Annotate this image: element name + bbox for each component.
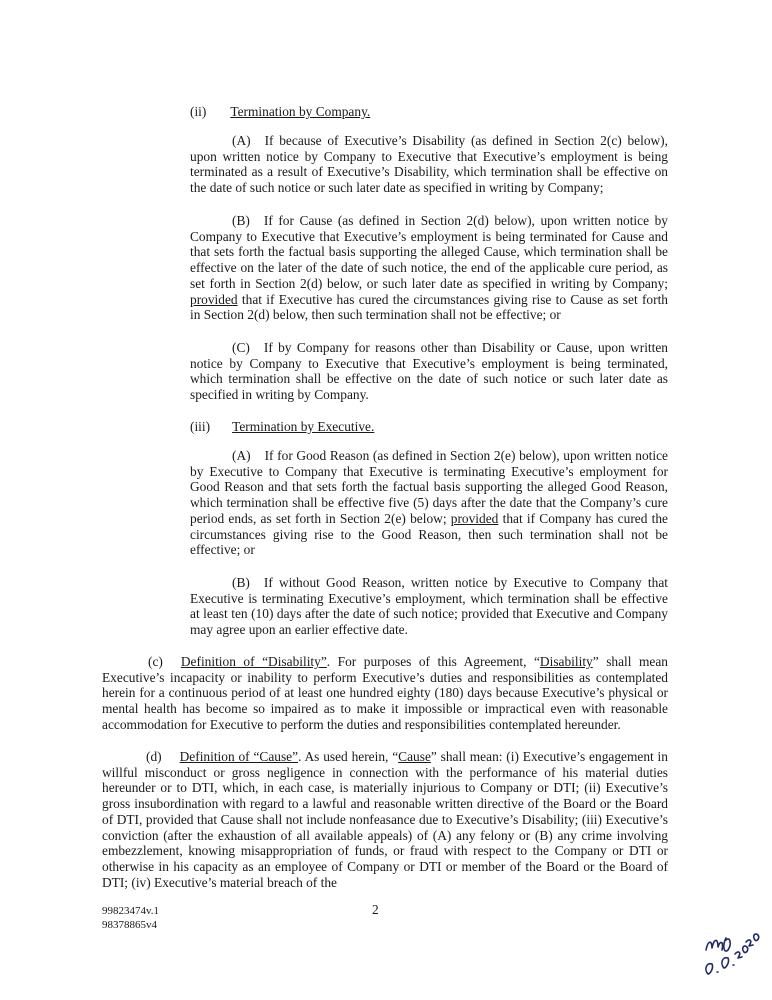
- clause-label: (c): [148, 654, 163, 669]
- paragraph-iii-a: [190, 448, 668, 558]
- clause-text: . For purposes of this Agreement, “: [326, 654, 540, 669]
- section-title: Termination by Company.: [230, 104, 371, 119]
- page-number: 2: [372, 902, 379, 917]
- section-number: (iii): [190, 419, 211, 434]
- clause-text: . As used herein, “: [298, 749, 399, 764]
- date-stroke-6: [706, 964, 713, 974]
- section-title: Termination by Executive.: [232, 419, 375, 434]
- handwritten-initials-date: [688, 910, 768, 990]
- clause-text: If for Good Reason (as defined in Section 2(e) below), upon written notice by Executive to Company that Executive is terminating Executive’s employment for Good Reason and that sets forth the factual basis supporting the alleged Good Reason, which termination shall be effective five (5) days after the date that the Company’s cure period ends, as set forth in Section 2(e) below;: [190, 448, 668, 526]
- clause-label: (B): [232, 213, 250, 228]
- definition-title: Definition of “Cause”: [179, 749, 299, 764]
- doc-id-primary: 99823474v.1: [102, 905, 160, 917]
- provided-term: provided: [190, 291, 238, 307]
- clause-text-continued: ” shall mean: (i) Executive’s engagement in willful misconduct or gross negligence in connection with the performance of his material duties hereunder or to DTI, which, in each case, is materially injurious to Company or DTI; (ii) Executive’s gross insubordination with regard to a lawful and reasonable written directive of the Board or the Board of DTI, provided that Cause shall not include nonfeasance due to Executive’s Disability; (iii) Executive’s conviction (after the exhaustion of all available appeals) of (A) any felony or (B) any crime involving embezzlement, knowing misappropriation of funds, or fraud with respect to the Company or DTI or otherwise in his capacity as an employee of Company or DTI or member of the Board or the Board of DTI; (iv) Executive’s material breach of the: [102, 749, 668, 890]
- date-stroke-6b: [722, 958, 729, 968]
- paragraph-ii-c: [190, 340, 668, 403]
- date-stroke-0b: [754, 934, 759, 941]
- initials-stroke-2: [724, 938, 730, 951]
- defined-term: Disability: [539, 654, 593, 669]
- clause-label: (B): [232, 575, 250, 590]
- clause-text-continued: that if Executive has cured the circumstances giving rise to Cause as set forth in Section 2(d) below, then such termination shall not be effective; or: [190, 291, 668, 323]
- clause-label: (A): [232, 133, 251, 148]
- provided-term: provided: [450, 510, 499, 526]
- clause-label: (A): [232, 448, 251, 463]
- date-stroke-0a: [743, 946, 748, 953]
- section-number: (ii): [190, 104, 207, 119]
- initials-stroke-1: [706, 940, 723, 950]
- date-stroke-2b: [746, 940, 753, 946]
- clause-text: If for Cause (as defined in Section 2(d) below), upon written notice by Company to Executive that Executive’s employment is being terminated for Cause and that sets forth the factual basis supporting the alleged Cause, which termination shall be effective on the later of the date of such notice, the end of the applicable cure period, as set forth in Section 2(d) below, or such later date as specified in writing by Company;: [190, 213, 668, 291]
- defined-term: Cause: [398, 749, 431, 764]
- paragraph-iii-b: [190, 575, 668, 638]
- clause-label: (C): [232, 340, 250, 355]
- clause-text-continued: that if Company has cured the circumstances giving rise to the Good Reason, then such termination shall not be effective; or: [190, 510, 668, 558]
- clause-text: If by Company for reasons other than Disability or Cause, upon written notice by Company to Executive that Executive’s employment is being terminated, which termination shall be effective on the date of such notice or such later date as specified in writing by Company.: [190, 340, 668, 403]
- doc-id-secondary: 98378865v4: [102, 919, 157, 931]
- paragraph-c-disability: [102, 654, 668, 733]
- paragraph-ii-b: [190, 213, 668, 323]
- paragraph-ii-a: [190, 133, 668, 196]
- definition-title: Definition of “Disability”: [180, 654, 327, 669]
- clause-text: If without Good Reason, written notice by Executive to Company that Executive is terminating Executive’s employment, which termination shall be effective at least ten (10) days after the date of such notice; provided that Executive and Company may agree upon an earlier effective date.: [190, 575, 668, 638]
- clause-text-continued: ” shall mean Executive’s incapacity or inability to perform Executive’s duties and responsibilities as contemplated herein for a continuous period of at least one hundred eighty (180) days because Executive’s physical or mental health has become so impaired as to make it impossible or impractical even with reasonable accommodation for Executive to perform the duties and responsibilities contemplated hereunder.: [102, 654, 668, 732]
- heading-termination-by-executive: [190, 419, 374, 435]
- date-stroke-2a: [735, 952, 742, 958]
- clause-label: (d): [146, 749, 162, 764]
- heading-termination-by-company: [190, 104, 370, 120]
- clause-text: If because of Executive’s Disability (as defined in Section 2(c) below), upon written notice by Company to Executive that Executive’s employment is being terminated as a result of Executive’s Disability, which termination shall be effective on the date of such notice or such later date as specified in writing by Company;: [190, 133, 668, 196]
- paragraph-d-cause: [102, 749, 668, 890]
